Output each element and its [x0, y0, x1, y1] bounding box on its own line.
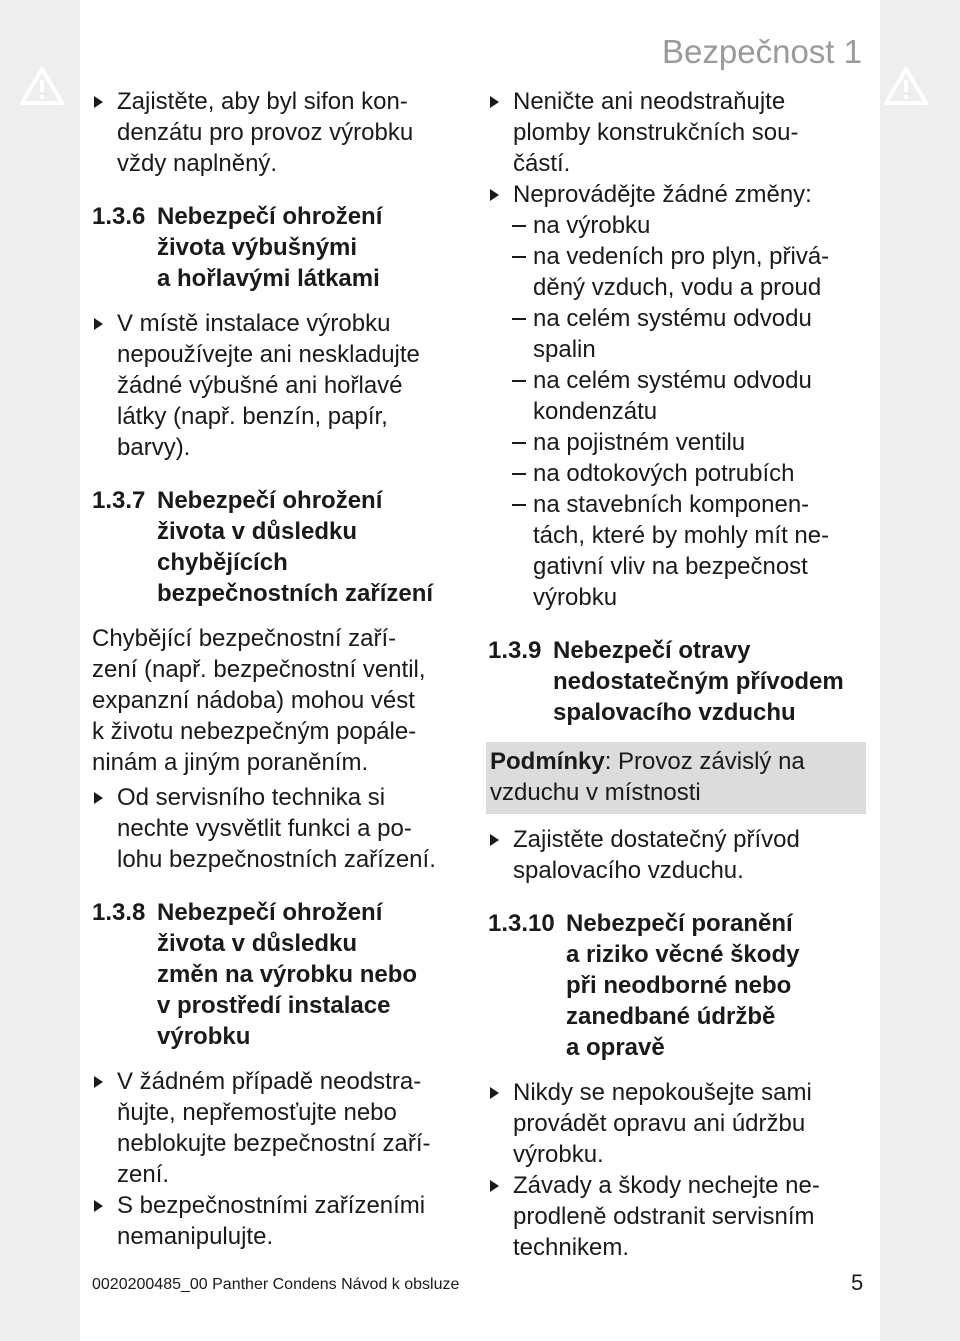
text-line: nepoužívejte ani neskladujte	[117, 341, 420, 368]
heading-line: spalovacího vzduchu	[553, 699, 796, 726]
text-line: V žádném případě neodstra-	[117, 1068, 422, 1095]
text-line: lohu bezpečnostních zařízení.	[117, 846, 436, 873]
heading-number: 1.3.7	[92, 487, 146, 514]
dash-list-item	[488, 241, 866, 303]
text-line: neblokujte bezpečnostní zaří-	[117, 1130, 431, 1157]
text-line: výrobku.	[513, 1141, 604, 1168]
heading-line: Nebezpečí ohrožení	[157, 203, 383, 230]
text-line: Zajistěte, aby byl sifon kon-	[117, 88, 408, 115]
dash-list-item	[488, 427, 866, 458]
heading-line: v prostředí instalace	[157, 992, 391, 1019]
text-line: Od servisního technika si	[117, 784, 386, 811]
right-column	[488, 86, 866, 1263]
text-line: vzduchu v místnosti	[490, 779, 701, 806]
text-line: gativní vliv na bezpečnost	[533, 553, 808, 580]
bullet-triangle-icon	[490, 1180, 499, 1192]
heading-line: a hořlavými látkami	[157, 265, 380, 292]
section-heading-1-3-7	[92, 485, 472, 609]
text-line: děný vzduch, vodu a proud	[533, 274, 822, 301]
text-line: spalin	[533, 336, 596, 363]
text-line: na vedeních pro plyn, přivá-	[533, 243, 830, 270]
heading-number: 1.3.9	[488, 637, 542, 664]
bullet-item	[488, 1077, 866, 1170]
bullet-triangle-icon	[94, 792, 103, 804]
bullet-triangle-icon	[490, 189, 499, 201]
text-line: barvy).	[117, 434, 191, 461]
text-line: na pojistném ventilu	[533, 429, 746, 456]
text-line: spalovacího vzduchu.	[513, 857, 744, 884]
text-line: S bezpečnostními zařízeními	[117, 1192, 426, 1219]
bullet-item	[488, 179, 866, 210]
text-line: výrobku	[533, 584, 618, 611]
text-line: Zajistěte dostatečný přívod	[513, 826, 800, 853]
text-line: nemanipulujte.	[117, 1223, 274, 1250]
dash-list-item	[488, 210, 866, 241]
heading-number: 1.3.6	[92, 203, 146, 230]
text-line: tách, které by mohly mít ne-	[533, 522, 830, 549]
footer-document-id: 0020200485_00 Panther Condens Návod k obsluze	[92, 1276, 460, 1293]
dash-list-item	[488, 458, 866, 489]
heading-line: bezpečnostních zařízení	[157, 580, 434, 607]
text-line: Chybějící bezpečnostní zaří-	[92, 625, 397, 652]
heading-line: Nebezpečí ohrožení	[157, 487, 383, 514]
text-line: ninám a jiným poraněním.	[92, 749, 369, 776]
bullet-triangle-icon	[94, 1200, 103, 1212]
text-line: expanzní nádoba) mohou vést	[92, 687, 415, 714]
text-line: plomby konstrukčních sou-	[513, 119, 799, 146]
left-margin-bar	[0, 0, 80, 1341]
text-line: V místě instalace výrobku	[117, 310, 391, 337]
text-line: částí.	[513, 150, 571, 177]
section-heading-1-3-8	[92, 897, 472, 1052]
text-line: na celém systému odvodu	[533, 367, 812, 394]
text-line: Závady a škody nechejte ne-	[513, 1172, 820, 1199]
heading-line: a opravě	[566, 1034, 665, 1061]
warning-triangle-icon	[19, 66, 65, 106]
section-heading-1-3-6	[92, 201, 472, 294]
bullet-triangle-icon	[94, 96, 103, 108]
text-line: technikem.	[513, 1234, 630, 1261]
heading-line: života v důsledku	[157, 518, 358, 545]
dash-marker	[512, 380, 526, 382]
warning-triangle-icon	[883, 66, 929, 106]
text-line: zení.	[117, 1161, 170, 1188]
text-line: látky (např. benzín, papír,	[117, 403, 388, 430]
bullet-triangle-icon	[490, 834, 499, 846]
bullet-item	[488, 86, 866, 179]
page-number: 5	[851, 1270, 864, 1295]
heading-line: a riziko věcné škody	[566, 941, 800, 968]
text-line: denzátu pro provoz výrobku	[117, 119, 414, 146]
bullet-triangle-icon	[94, 1076, 103, 1088]
heading-line: zanedbané údržbě	[566, 1003, 776, 1030]
heading-line: Nebezpečí ohrožení	[157, 899, 383, 926]
text-line: Nikdy se nepokoušejte sami	[513, 1079, 812, 1106]
dash-list-item	[488, 489, 866, 613]
text-line: zení (např. bezpečnostní ventil,	[92, 656, 426, 683]
heading-number: 1.3.10	[488, 910, 555, 937]
text-line: žádné výbušné ani hořlavé	[117, 372, 403, 399]
heading-line: při neodborné nebo	[566, 972, 792, 999]
bullet-item	[488, 1170, 866, 1263]
text-line: prodleně odstranit servisním	[513, 1203, 815, 1230]
conditions-label: Podmínky	[490, 748, 605, 775]
conditions-box	[486, 742, 866, 814]
bullet-item	[92, 86, 472, 179]
section-heading-1-3-10	[488, 908, 866, 1063]
text-line: Neničte ani neodstraňujte	[513, 88, 786, 115]
heading-line: života výbušnými	[157, 234, 358, 261]
text-line: na stavebních komponen-	[533, 491, 810, 518]
text-line: provádět opravu ani údržbu	[513, 1110, 806, 1137]
heading-line: života v důsledku	[157, 930, 358, 957]
bullet-item	[92, 1066, 472, 1190]
bullet-item	[488, 824, 866, 886]
text-line: na výrobku	[533, 212, 651, 239]
paragraph	[92, 623, 472, 778]
bullet-triangle-icon	[490, 96, 499, 108]
bullet-triangle-icon	[490, 1087, 499, 1099]
text-line: Neprovádějte žádné změny:	[513, 181, 812, 208]
dash-marker	[512, 318, 526, 320]
text-line: vždy naplněný.	[117, 150, 278, 177]
dash-marker	[512, 442, 526, 444]
heading-line: chybějících	[157, 549, 288, 576]
dash-marker	[512, 473, 526, 475]
heading-line: Nebezpečí otravy	[553, 637, 751, 664]
dash-marker	[512, 504, 526, 506]
heading-line: změn na výrobku nebo	[157, 961, 418, 988]
right-margin-bar	[880, 0, 960, 1341]
bullet-item	[92, 1190, 472, 1252]
dash-marker	[512, 256, 526, 258]
section-header: Bezpečnost 1	[662, 33, 862, 70]
text-line: nechte vysvětlit funkci a po-	[117, 815, 412, 842]
dash-list-item	[488, 303, 866, 365]
text-line: na celém systému odvodu	[533, 305, 812, 332]
heading-number: 1.3.8	[92, 899, 146, 926]
dash-marker	[512, 225, 526, 227]
section-heading-1-3-9	[488, 635, 866, 728]
left-column	[92, 86, 472, 1252]
bullet-triangle-icon	[94, 318, 103, 330]
text-line: kondenzátu	[533, 398, 658, 425]
dash-list-item	[488, 365, 866, 427]
bullet-item	[92, 782, 472, 875]
heading-line: nedostatečným přívodem	[553, 668, 844, 695]
text-line: ňujte, nepřemosťujte nebo	[117, 1099, 397, 1126]
bullet-item	[92, 308, 472, 463]
text-line: na odtokových potrubích	[533, 460, 795, 487]
heading-line: výrobku	[157, 1023, 251, 1050]
text-line: k životu nebezpečným popále-	[92, 718, 417, 745]
text-line: : Provoz závislý na	[604, 748, 805, 775]
heading-line: Nebezpečí poranění	[566, 910, 793, 937]
